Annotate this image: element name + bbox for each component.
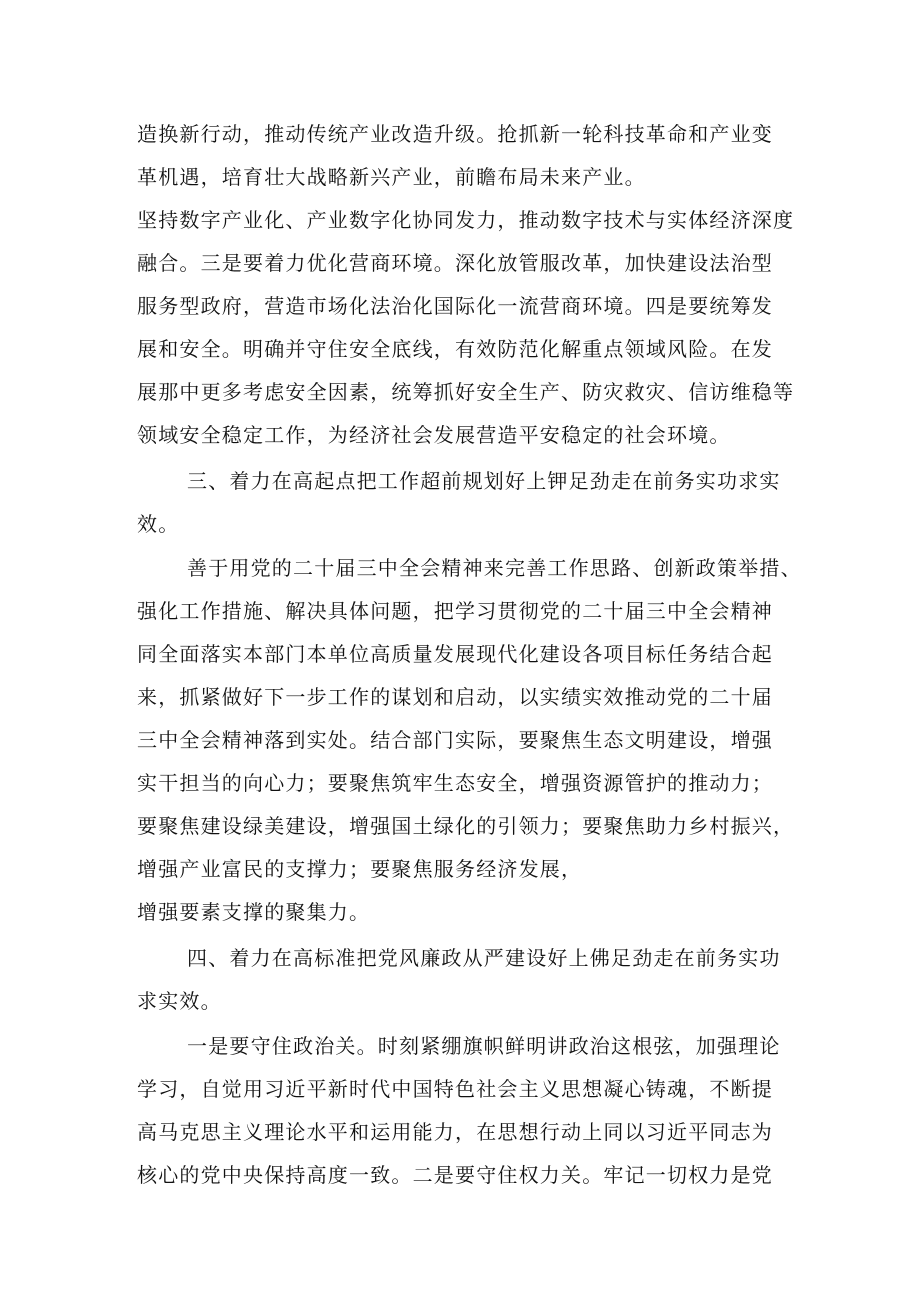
text-line-19: 增强要素支撑的聚集力。: [137, 900, 371, 924]
text-line-11: 善于用党的二十届三中全会精神来完善工作思路、创新政策举措、: [187, 556, 802, 580]
text-line-12: 强化工作措施、解决具体问题，把学习贯彻党的二十届三中全会精神: [137, 599, 773, 623]
text-line-3: 坚持数字产业化、产业数字化协同发力，推动数字技术与实体经济深度: [137, 208, 795, 232]
text-line-17: 要聚焦建设绿美建设，增强国土绿化的引领力；要聚焦助力乡村振兴，: [137, 814, 795, 838]
text-line-4: 融合。三是要着力优化营商环境。深化放管服改革，加快建设法治型: [137, 251, 773, 275]
text-line-14: 来，抓紧做好下一步工作的谋划和启动，以实绩实效推动党的二十届: [137, 685, 773, 709]
text-line-22: 一是要守住政治关。时刻紧绷旗帜鲜明讲政治这根弦，加强理论: [187, 1034, 781, 1058]
text-line-6: 展和安全。明确并守住安全底线，有效防范化解重点领域风险。在发: [137, 337, 773, 361]
text-line-16: 实干担当的向心力；要聚焦筑牢生态安全，增强资源管护的推动力；: [137, 771, 773, 795]
section-heading-4-line-2: 求实效。: [137, 989, 222, 1013]
text-line-18: 增强产业富民的支撑力；要聚焦服务经济发展，: [137, 857, 583, 881]
text-line-8: 领域安全稳定工作，为经济社会发展营造平安稳定的社会环境。: [137, 423, 731, 447]
section-heading-4-line-1: 四、着力在高标准把党风廉政从严建设好上佛足劲走在前务实功: [187, 946, 781, 970]
section-heading-3-line-2: 效。: [137, 512, 180, 536]
section-heading-3-line-1: 三、着力在高起点把工作超前规划好上钾足劲走在前务实功求实: [187, 469, 781, 493]
text-line-7: 展那中更多考虑安全因素，统筹抓好安全生产、防灾救灾、信访维稳等: [137, 380, 795, 404]
text-line-25: 核心的党中央保持高度一致。二是要守住权力关。牢记一切权力是党: [137, 1163, 773, 1187]
text-line-1: 造换新行动，推动传统产业改造升级。抢抓新一轮科技革命和产业变: [137, 122, 773, 146]
text-line-24: 高马克思主义理论水平和运用能力，在思想行动上同以习近平同志为: [137, 1120, 773, 1144]
text-line-15: 三中全会精神落到实处。结合部门实际，要聚焦生态文明建设，增强: [137, 728, 773, 752]
text-line-5: 服务型政府，营造市场化法治化国际化一流营商环境。四是要统筹发: [137, 294, 773, 318]
text-line-23: 学习，自觉用习近平新时代中国特色社会主义思想凝心铸魂，不断提: [137, 1077, 773, 1101]
text-line-2: 革机遇，培育壮大战略新兴产业，前瞻布局未来产业。: [137, 165, 646, 189]
text-line-13: 同全面落实本部门本单位高质量发展现代化建设各项目标任务结合起: [137, 642, 773, 666]
